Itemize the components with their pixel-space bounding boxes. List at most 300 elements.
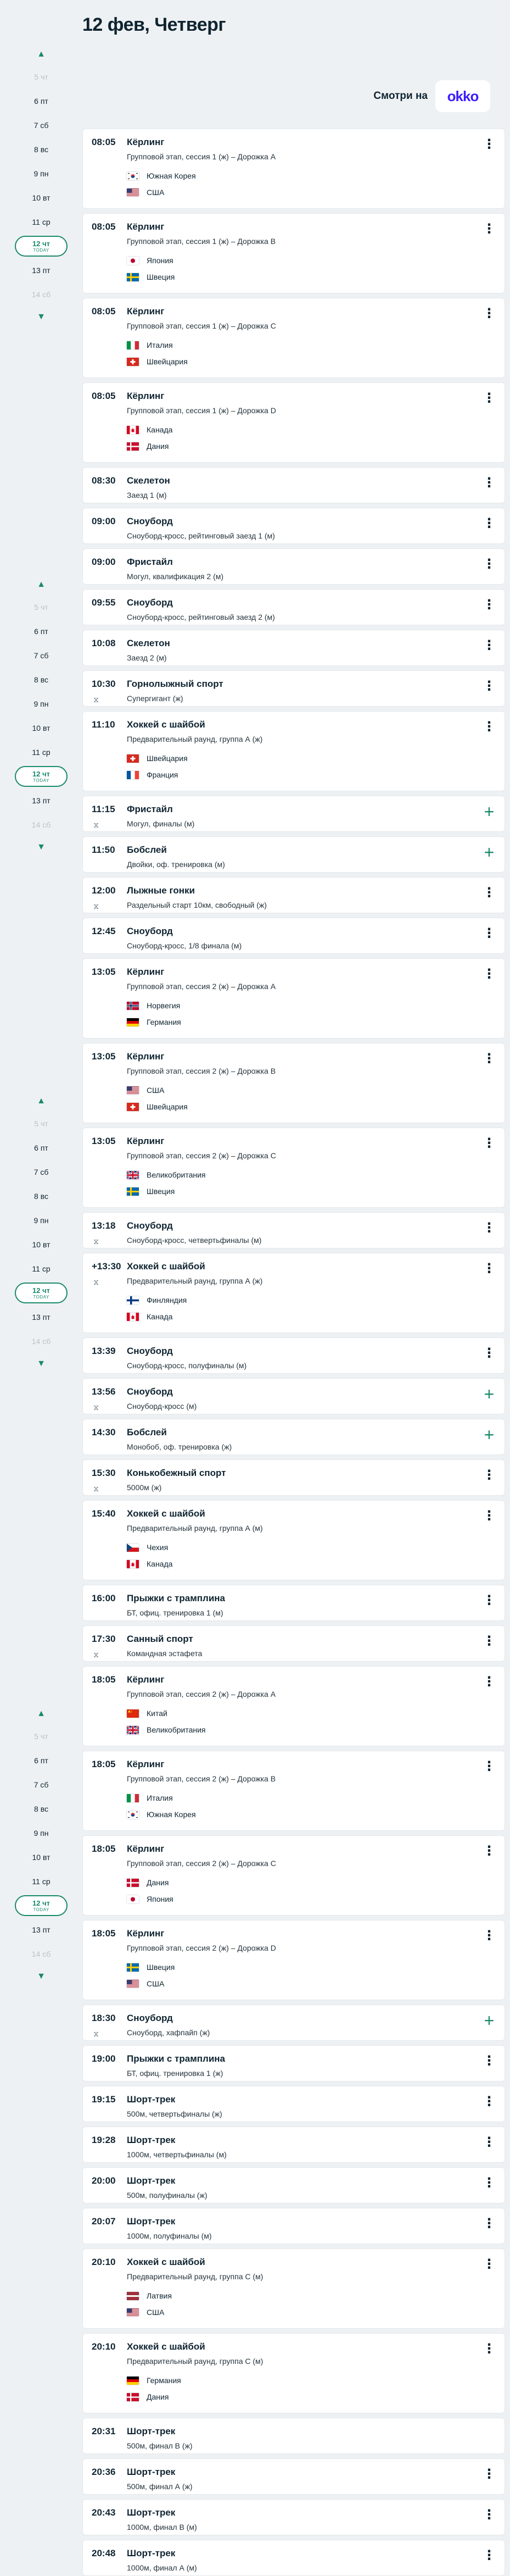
event-time: 20:10 — [92, 2341, 116, 2352]
team-row — [127, 1539, 172, 1556]
event-time: 20:48 — [92, 2548, 116, 2558]
chevron-up-icon: ▲ — [37, 49, 46, 59]
more-options-button[interactable] — [479, 219, 499, 239]
more-options-button[interactable] — [479, 2546, 499, 2566]
day-item[interactable]: 13 пт — [32, 796, 51, 805]
event-time: 12:45 — [92, 926, 116, 936]
day-item[interactable]: 14 сб — [31, 1337, 51, 1346]
day-item[interactable]: 14 сб — [31, 1950, 51, 1958]
day-item[interactable]: 5 чт — [34, 73, 48, 81]
vertical-dots-icon: ⋮ — [483, 2257, 496, 2272]
flag-icon — [127, 1002, 139, 1010]
event-time: 13:56 — [92, 1386, 116, 1397]
event-time: +13:30 — [92, 1261, 121, 1272]
event-card[interactable] — [82, 467, 505, 503]
event-card[interactable] — [82, 2208, 505, 2244]
event-sport: Кёрлинг — [127, 1844, 165, 1854]
today-day-label: 12 чт — [32, 240, 50, 248]
watch-on-okko[interactable] — [373, 80, 490, 112]
vertical-dots-icon: ⋮ — [483, 2467, 496, 2481]
chevron-up-icon: ▲ — [37, 1709, 46, 1718]
event-card[interactable] — [82, 1625, 505, 1662]
more-options-button[interactable] — [479, 924, 499, 943]
event-sport: Шорт-трек — [127, 2507, 176, 2518]
add-reminder-button[interactable] — [479, 842, 499, 862]
flag-icon — [127, 358, 139, 366]
day-item[interactable]: 11 ср — [32, 1877, 51, 1886]
event-card[interactable] — [82, 630, 505, 666]
okko-logo[interactable]: okko — [435, 80, 490, 112]
event-time: 15:30 — [92, 1468, 116, 1478]
event-stage: Монобоб, оф. тренировка (ж) — [127, 1442, 232, 1451]
today-tag: TODAY — [33, 778, 49, 783]
event-stage: Сноуборд, хафпайп (ж) — [127, 2028, 210, 2037]
more-options-button[interactable] — [479, 2173, 499, 2193]
more-options-button[interactable] — [479, 2133, 499, 2152]
team-row — [127, 252, 175, 269]
event-card[interactable] — [82, 1459, 505, 1496]
vertical-dots-icon: ⋮ — [483, 885, 496, 900]
scroll-down-button[interactable] — [0, 837, 82, 858]
team-row — [127, 269, 175, 285]
day-item[interactable]: 7 сб — [33, 1168, 49, 1176]
event-stage: Сноуборд-кросс, рейтинговый заезд 1 (м) — [127, 531, 275, 540]
more-options-button[interactable] — [479, 2339, 499, 2359]
event-time: 20:00 — [92, 2175, 116, 2186]
event-time: 19:28 — [92, 2135, 116, 2145]
event-sport: Санный спорт — [127, 1634, 193, 1644]
scroll-down-button[interactable] — [0, 1966, 82, 1987]
day-item[interactable]: 6 пт — [34, 1143, 48, 1152]
team-name: Великобритания — [147, 1725, 206, 1734]
more-options-button[interactable] — [479, 1259, 499, 1279]
event-stage: БТ, офиц. тренировка 1 (ж) — [127, 2069, 223, 2078]
event-sport: Хоккей с шайбой — [127, 1261, 205, 1272]
more-options-button[interactable] — [479, 304, 499, 324]
chevron-up-icon: ▲ — [37, 580, 46, 589]
more-options-button[interactable] — [479, 883, 499, 903]
scroll-down-button[interactable] — [0, 307, 82, 327]
vertical-dots-icon: ⋮ — [483, 391, 496, 406]
event-stage: БТ, офиц. тренировка 1 (м) — [127, 1608, 223, 1617]
day-item[interactable]: 14 сб — [31, 820, 51, 829]
flag-icon — [127, 273, 139, 281]
event-stage: Сноуборд-кросс (м) — [127, 1402, 197, 1411]
vertical-dots-icon: ⋮ — [483, 2341, 496, 2356]
more-options-button[interactable] — [479, 1343, 499, 1363]
team-name: Дания — [147, 2392, 169, 2401]
team-name: Швейцария — [147, 357, 188, 366]
more-options-button[interactable] — [479, 2214, 499, 2234]
more-options-button[interactable] — [479, 1218, 499, 1238]
team-name: Япония — [147, 1895, 173, 1903]
event-card[interactable] — [82, 1666, 505, 1746]
day-item[interactable]: 5 чт — [34, 1732, 48, 1741]
today-pill — [15, 766, 68, 787]
event-time: 20:36 — [92, 2467, 116, 2477]
more-options-button[interactable] — [479, 1631, 499, 1651]
day-item[interactable]: 14 сб — [31, 290, 51, 299]
flag-icon — [127, 1811, 139, 1819]
today-tag: TODAY — [33, 1295, 49, 1300]
more-options-button[interactable] — [479, 1134, 499, 1153]
team-row — [127, 421, 172, 438]
event-card[interactable] — [82, 508, 505, 544]
today-tag: TODAY — [33, 1907, 49, 1912]
event-card[interactable] — [82, 2333, 505, 2413]
team-list — [127, 997, 181, 1030]
event-stage: Предварительный раунд, группа А (м) — [127, 1524, 263, 1533]
today-day-label: 12 чт — [32, 770, 50, 778]
vertical-dots-icon: ⋮ — [483, 2135, 496, 2150]
flag-icon — [127, 771, 139, 779]
day-item-today[interactable] — [0, 764, 82, 789]
event-time: 08:05 — [92, 306, 116, 317]
event-card[interactable] — [82, 2540, 505, 2576]
event-sport: Кёрлинг — [127, 306, 165, 317]
event-card[interactable] — [82, 2418, 505, 2454]
today-day-label: 12 чт — [32, 1899, 50, 1907]
more-options-button[interactable] — [479, 554, 499, 574]
event-card[interactable] — [82, 711, 505, 791]
stopwatch-icon: ⧖ — [93, 1237, 99, 1246]
team-row — [127, 1891, 173, 1907]
event-time: 11:50 — [92, 845, 115, 855]
flag-icon — [127, 1895, 139, 1903]
day-item[interactable]: 8 вс — [34, 145, 48, 154]
team-list — [127, 2372, 181, 2405]
chevron-down-icon: ▼ — [37, 842, 46, 852]
team-name: США — [147, 1979, 165, 1988]
day-selector — [0, 574, 82, 858]
event-card[interactable] — [82, 2167, 505, 2203]
event-stage: Групповой этап, сессия 2 (ж) – Дорожка А — [127, 1690, 276, 1698]
scroll-up-button[interactable] — [0, 1091, 82, 1112]
today-pill — [15, 236, 68, 257]
day-item-today[interactable] — [0, 234, 82, 258]
today-pill — [15, 1895, 68, 1916]
event-card[interactable] — [82, 796, 505, 832]
event-sport: Кёрлинг — [127, 1674, 165, 1685]
event-time: 18:30 — [92, 2013, 116, 2023]
day-item[interactable]: 10 вт — [32, 1240, 51, 1249]
event-card[interactable] — [82, 2249, 505, 2329]
vertical-dots-icon: ⋮ — [483, 516, 496, 531]
event-sport: Сноуборд — [127, 597, 173, 608]
day-item[interactable]: 11 ср — [32, 218, 51, 226]
team-list — [127, 337, 188, 370]
team-list — [127, 1539, 172, 1572]
scroll-up-button[interactable] — [0, 44, 82, 65]
event-card[interactable] — [82, 1253, 505, 1333]
add-reminder-button[interactable] — [479, 1425, 499, 1445]
day-item[interactable]: 13 пт — [32, 266, 51, 275]
event-time: 18:05 — [92, 1844, 116, 1854]
day-item[interactable]: 6 пт — [34, 1756, 48, 1765]
team-row — [127, 1975, 175, 1992]
team-row — [127, 1705, 206, 1722]
scroll-up-button[interactable] — [0, 574, 82, 595]
event-stage: Сноуборд-кросс, рейтинговый заезд 2 (м) — [127, 613, 275, 621]
event-time: 13:18 — [92, 1220, 116, 1231]
flag-icon — [127, 2292, 139, 2300]
more-options-button[interactable] — [479, 2092, 499, 2112]
day-item[interactable]: 8 вс — [34, 1805, 48, 1813]
day-item[interactable]: 9 пн — [33, 1216, 49, 1225]
event-sport: Шорт-трек — [127, 2175, 176, 2186]
day-item[interactable]: 8 вс — [34, 675, 48, 684]
watch-on-label: Смотри на — [373, 90, 428, 102]
event-stage: Групповой этап, сессия 2 (ж) – Дорожка B — [127, 1067, 276, 1075]
event-card[interactable] — [82, 1337, 505, 1374]
event-card[interactable] — [82, 1043, 505, 1123]
event-stage: 500м, четвертьфиналы (ж) — [127, 2109, 222, 2118]
event-time: 12:00 — [92, 885, 116, 896]
event-time: 11:10 — [92, 719, 115, 730]
flag-icon — [127, 442, 139, 451]
team-list — [127, 1082, 188, 1115]
event-card[interactable] — [82, 2086, 505, 2122]
day-selector — [0, 1703, 82, 1987]
flag-icon — [127, 1544, 139, 1552]
more-options-button[interactable] — [479, 595, 499, 615]
team-name: Канада — [147, 1559, 173, 1568]
more-options-button[interactable] — [479, 135, 499, 154]
flag-icon — [127, 1086, 139, 1095]
event-card[interactable] — [82, 382, 505, 463]
event-card[interactable] — [82, 1128, 505, 1208]
event-sport: Лыжные гонки — [127, 885, 195, 896]
event-stage: Групповой этап, сессия 2 (ж) – Дорожка B — [127, 1774, 276, 1783]
team-list — [127, 252, 175, 285]
event-card[interactable] — [82, 2458, 505, 2495]
more-options-button[interactable] — [479, 2051, 499, 2071]
more-options-button[interactable] — [479, 1049, 499, 1069]
team-name: Канада — [147, 425, 173, 434]
team-name: Германия — [147, 2376, 181, 2385]
event-card[interactable] — [82, 129, 505, 209]
team-list — [127, 1959, 175, 1992]
more-options-button[interactable] — [479, 473, 499, 493]
flag-icon — [127, 1879, 139, 1887]
more-options-button[interactable] — [479, 1672, 499, 1692]
flag-icon — [127, 1963, 139, 1972]
event-card[interactable] — [82, 2127, 505, 2163]
flag-icon — [127, 2393, 139, 2401]
more-options-button[interactable] — [479, 717, 499, 737]
day-item[interactable]: 7 сб — [33, 1780, 49, 1789]
event-time: 13:39 — [92, 1346, 116, 1356]
vertical-dots-icon: ⋮ — [483, 221, 496, 236]
event-card[interactable] — [82, 1585, 505, 1621]
event-time: 11:15 — [92, 804, 115, 814]
team-row — [127, 184, 196, 201]
stopwatch-icon: ⧖ — [93, 820, 99, 829]
plus-icon: + — [484, 2011, 495, 2030]
day-item[interactable]: 13 пт — [32, 1925, 51, 1934]
team-row — [127, 1292, 187, 1308]
event-sport: Прыжки с трамплина — [127, 2053, 226, 2064]
more-options-button[interactable] — [479, 1757, 499, 1776]
team-list — [127, 1874, 173, 1907]
vertical-dots-icon: ⋮ — [483, 679, 496, 693]
vertical-dots-icon: ⋮ — [483, 1674, 496, 1689]
event-card[interactable] — [82, 836, 505, 873]
day-selector — [0, 44, 82, 327]
more-options-button[interactable] — [479, 2464, 499, 2484]
more-options-button[interactable] — [479, 676, 499, 696]
more-options-button[interactable] — [479, 1465, 499, 1485]
vertical-dots-icon: ⋮ — [483, 2094, 496, 2109]
event-card[interactable] — [82, 1751, 505, 1831]
event-card[interactable] — [82, 298, 505, 378]
team-list — [127, 1790, 196, 1823]
more-options-button[interactable] — [479, 636, 499, 656]
day-item[interactable]: 7 сб — [33, 651, 49, 660]
more-options-button[interactable] — [479, 1841, 499, 1861]
team-name: Финляндия — [147, 1296, 187, 1304]
vertical-dots-icon: ⋮ — [483, 2175, 496, 2190]
event-stage: 500м, полуфиналы (ж) — [127, 2191, 208, 2200]
event-card[interactable] — [82, 1500, 505, 1580]
event-card[interactable] — [82, 1920, 505, 2000]
scroll-down-button[interactable] — [0, 1353, 82, 1374]
event-stage: Предварительный раунд, группа С (м) — [127, 2357, 264, 2366]
team-list — [127, 421, 172, 454]
scroll-up-button[interactable] — [0, 1703, 82, 1724]
team-name: Латвия — [147, 2291, 172, 2300]
flag-icon — [127, 426, 139, 434]
team-name: Япония — [147, 256, 173, 265]
event-card[interactable] — [82, 1835, 505, 1916]
flag-icon — [127, 172, 139, 180]
team-row — [127, 767, 188, 783]
add-reminder-button[interactable] — [479, 802, 499, 821]
event-sport: Скелетон — [127, 638, 170, 648]
day-item[interactable]: 8 вс — [34, 1192, 48, 1201]
event-sport: Кёрлинг — [127, 1051, 165, 1062]
more-options-button[interactable] — [479, 964, 499, 984]
event-card[interactable] — [82, 2499, 505, 2535]
team-row — [127, 337, 188, 353]
day-item[interactable]: 10 вт — [32, 193, 51, 202]
day-item[interactable]: 5 чт — [34, 603, 48, 612]
more-options-button[interactable] — [479, 514, 499, 534]
event-time: 13:05 — [92, 967, 116, 977]
event-card[interactable] — [82, 1212, 505, 1248]
more-options-button[interactable] — [479, 2255, 499, 2274]
event-card[interactable] — [82, 958, 505, 1039]
team-row — [127, 2288, 172, 2304]
event-time: 08:05 — [92, 137, 116, 147]
event-stage: Групповой этап, сессия 1 (ж) – Дорожка B — [127, 237, 276, 246]
day-item-today[interactable] — [0, 1281, 82, 1305]
vertical-dots-icon: ⋮ — [483, 1468, 496, 1483]
day-item[interactable]: 13 пт — [32, 1313, 51, 1322]
event-sport: Горнолыжный спорт — [127, 679, 223, 689]
event-stage: Групповой этап, сессия 2 (ж) – Дорожка D — [127, 1944, 276, 1952]
event-sport: Сноуборд — [127, 1386, 173, 1397]
team-list — [127, 1705, 206, 1738]
more-options-button[interactable] — [479, 1506, 499, 1526]
event-card[interactable] — [82, 589, 505, 625]
team-name: Швеция — [147, 1187, 175, 1196]
day-item[interactable]: 9 пн — [33, 699, 49, 708]
vertical-dots-icon: ⋮ — [483, 1346, 496, 1361]
day-item[interactable]: 6 пт — [34, 627, 48, 636]
day-item[interactable]: 9 пн — [33, 1829, 49, 1837]
event-card[interactable] — [82, 918, 505, 954]
day-item-today[interactable] — [0, 1894, 82, 1918]
day-item[interactable]: 10 вт — [32, 724, 51, 732]
event-stage: Двойки, оф. тренировка (м) — [127, 860, 225, 869]
flag-icon — [127, 1103, 139, 1111]
team-name: Дания — [147, 1878, 169, 1887]
event-sport: Фристайл — [127, 804, 173, 814]
event-time: 20:43 — [92, 2507, 116, 2518]
event-stage: 1000м, финал А (м) — [127, 2563, 197, 2572]
team-name: Южная Корея — [147, 1810, 196, 1819]
event-card[interactable] — [82, 213, 505, 293]
day-item[interactable]: 11 ср — [32, 1264, 51, 1273]
event-card[interactable] — [82, 548, 505, 585]
more-options-button[interactable] — [479, 1591, 499, 1611]
more-options-button[interactable] — [479, 2505, 499, 2525]
team-list — [127, 2288, 172, 2320]
team-name: США — [147, 188, 165, 197]
flag-icon — [127, 1018, 139, 1026]
team-name: Франция — [147, 770, 178, 779]
event-card[interactable] — [82, 2045, 505, 2081]
stopwatch-icon: ⧖ — [93, 1650, 99, 1659]
team-row — [127, 168, 196, 184]
day-item[interactable]: 5 чт — [34, 1119, 48, 1128]
team-name: США — [147, 1086, 165, 1095]
more-options-button[interactable] — [479, 388, 499, 408]
team-name: Швейцария — [147, 754, 188, 763]
event-time: 17:30 — [92, 1634, 116, 1644]
add-reminder-button[interactable] — [479, 1384, 499, 1404]
chevron-down-icon: ▼ — [37, 1972, 46, 1981]
team-name: Германия — [147, 1018, 181, 1026]
stopwatch-icon: ⧖ — [93, 1403, 99, 1412]
day-item[interactable]: 10 вт — [32, 1853, 51, 1862]
event-stage: Сноуборд-кросс, четвертьфиналы (м) — [127, 1236, 262, 1245]
event-time: 19:15 — [92, 2094, 116, 2105]
day-item[interactable]: 7 сб — [33, 121, 49, 130]
event-card[interactable] — [82, 1378, 505, 1414]
day-item[interactable]: 11 ср — [32, 748, 51, 757]
event-card[interactable] — [82, 1419, 505, 1455]
day-item[interactable]: 9 пн — [33, 169, 49, 178]
event-sport: Шорт-трек — [127, 2426, 176, 2436]
event-sport: Бобслей — [127, 1427, 167, 1437]
vertical-dots-icon: ⋮ — [483, 1136, 496, 1151]
flag-icon — [127, 1296, 139, 1304]
vertical-dots-icon: ⋮ — [483, 137, 496, 152]
flag-icon — [127, 1313, 139, 1321]
flag-icon — [127, 2308, 139, 2317]
event-card[interactable] — [82, 877, 505, 913]
add-reminder-button[interactable] — [479, 2011, 499, 2030]
event-stage: Групповой этап, сессия 1 (ж) – Дорожка C — [127, 321, 276, 330]
more-options-button[interactable] — [479, 1926, 499, 1946]
event-card[interactable] — [82, 2005, 505, 2041]
stopwatch-icon: ⧖ — [93, 695, 99, 704]
day-item[interactable]: 6 пт — [34, 97, 48, 106]
event-card[interactable] — [82, 670, 505, 707]
event-stage: Супергигант (ж) — [127, 694, 183, 703]
